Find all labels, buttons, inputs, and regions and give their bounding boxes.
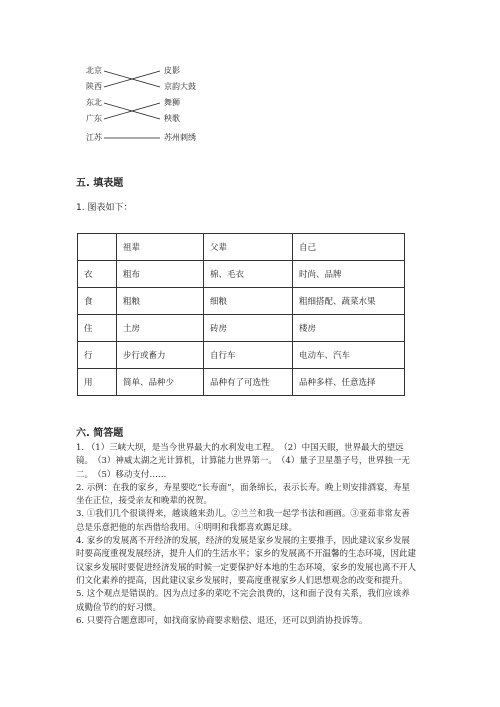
match-left-item: 东北 (86, 98, 102, 107)
match-right-item: 京韵大鼓 (164, 82, 196, 91)
table-cell: 粗粮 (117, 288, 204, 315)
row-label: 行 (78, 342, 117, 369)
answer-item: 4. 家乡的发展离不开经济的发展，经济的发展是家乡发展的主要推手，因此建议家乡发展时要高度重视发展经济，提升人们的生活水平；家乡的发展离不开温馨的生态环境，因此建议家乡发展时要促进经济发展的时候一定要保护好本地的生态环境，家乡的发展也离不开人们文化素养的提高，因此建议家乡发展时，要高度重视家乡人们思想观念的改变和提升。 (76, 536, 417, 586)
answer-item: 1. （1）三峡大坝，是当今世界最大的水利发电工程。 （2）中国天眼，世界最大的望远镜。 （3）神威太湖之光计算机，计算能力世界第一。 （4）量子卫星墨子号，世界独一无二。 （5）移动支付…… (76, 443, 410, 480)
table-cell: 粗布 (117, 261, 204, 288)
match-right-item: 皮影 (164, 66, 180, 75)
table-row (78, 288, 405, 315)
table-cell: 步行或畜力 (117, 342, 204, 369)
table-cell: 棉、毛衣 (204, 261, 293, 288)
row-label: 衣 (78, 261, 117, 288)
table-cell: 自行车 (204, 342, 293, 369)
table-cell: 简单、品种少 (117, 369, 204, 396)
answer-list (76, 442, 416, 628)
match-right-item: 秧歌 (164, 114, 180, 123)
table-cell: 楼房 (293, 315, 405, 342)
answer-item: 6. 只要符合题意即可，如找商家协商要求赔偿、退还，还可以到消协投诉等。 (76, 615, 368, 626)
table-cell: 土房 (117, 315, 204, 342)
comparison-table (77, 233, 405, 396)
table-cell: 细粮 (204, 288, 293, 315)
table-row (78, 315, 405, 342)
table-cell: 时尚、品牌 (293, 261, 405, 288)
answer-item: 5. 这个观点是错误的。因为点过多的菜吃不完会浪费的，这和面子没有关系，我们应该养成勤俭节约的好习惯。 (76, 589, 410, 613)
match-left-item: 陕西 (86, 82, 102, 91)
table-cell: 品种有了可选性 (204, 369, 293, 396)
row-label: 食 (78, 288, 117, 315)
table-row (78, 342, 405, 369)
match-left-item: 北京 (86, 66, 102, 75)
table-header-cell: 祖辈 (117, 234, 204, 261)
table-cell: 粗细搭配、蔬菜水果 (293, 288, 405, 315)
match-right-item: 苏州刺绣 (164, 133, 196, 142)
table-header-cell: 父辈 (204, 234, 293, 261)
question-intro: 1. 图表如下： (76, 203, 133, 213)
match-right-item: 舞狮 (164, 98, 180, 107)
table-header-row (78, 234, 405, 261)
answer-item: 3. ①我们几个很谈得来，越谈越来劲儿。②兰兰和我一起学书法和画画。③亚茹非常友善总是乐意把他的东西借给我用。④明明和我都喜欢踢足球。 (76, 509, 410, 533)
answer-item: 2. 示例：在我的家乡，寿星要吃“长寿面”，面条绵长，表示长寿。晚上则安排酒宴，寿星坐在正位，接受亲友和晚辈的祝贺。 (76, 482, 411, 507)
table-header-cell: 自己 (293, 234, 405, 261)
table-cell: 砖房 (204, 315, 293, 342)
match-left-item: 广东 (86, 114, 102, 123)
row-label: 住 (78, 315, 117, 342)
table-cell (78, 234, 117, 261)
table-row (78, 369, 405, 396)
matching-exercise (80, 62, 220, 152)
table-cell: 品种多样、任意选择 (293, 369, 405, 396)
section-title: 五. 填表题 (76, 178, 124, 189)
table-row (78, 261, 405, 288)
table-cell: 电动车、汽车 (293, 342, 405, 369)
row-label: 用 (78, 369, 117, 396)
match-left-item: 江苏 (86, 133, 102, 142)
section-title: 六. 简答题 (76, 428, 124, 439)
